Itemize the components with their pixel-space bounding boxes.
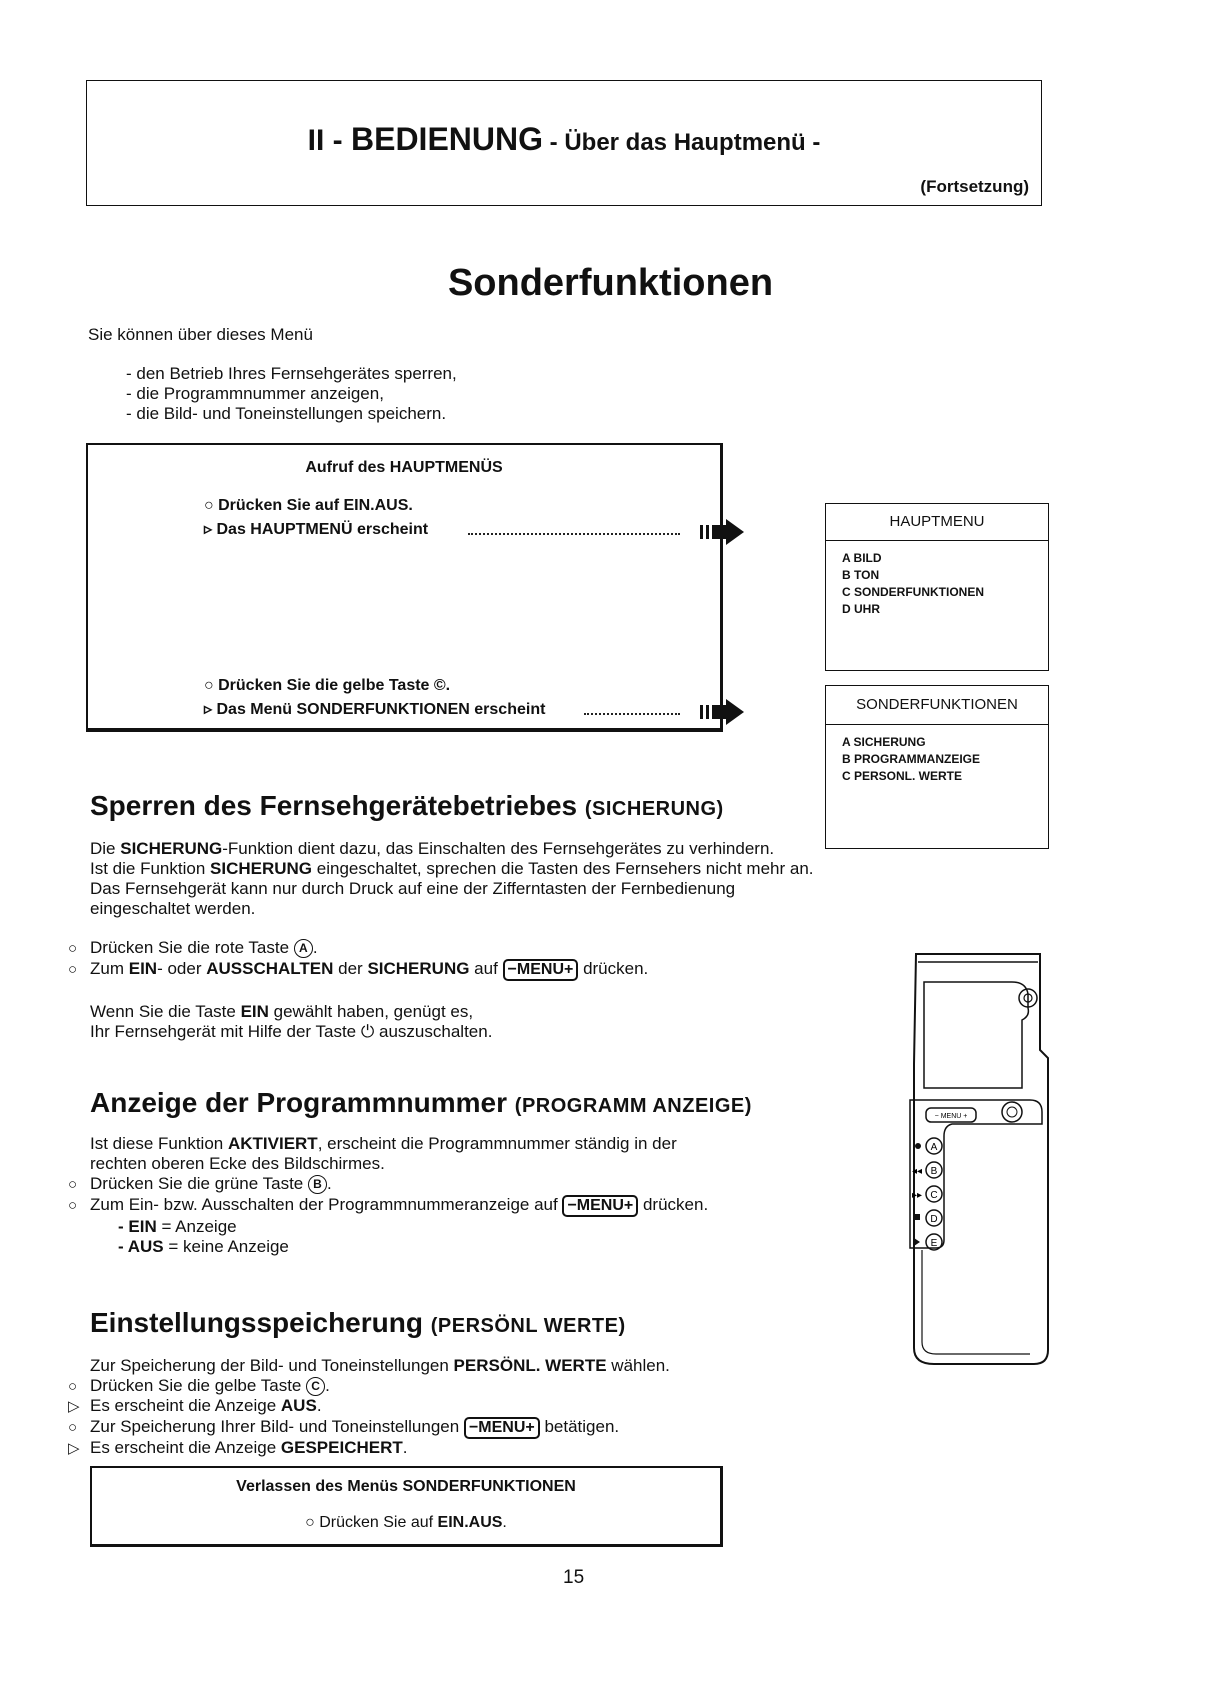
intro-lead: Sie können über dieses Menü bbox=[88, 325, 313, 344]
red-key-icon: A bbox=[294, 939, 313, 958]
section-step: Drücken Sie die gelbe Taste C . bbox=[90, 1376, 330, 1395]
circle-bullet-icon: ○ bbox=[68, 961, 78, 978]
section-step: Zur Speicherung Ihrer Bild- und Toneinstellungen −MENU+ betätigen. bbox=[90, 1417, 619, 1439]
section-body: Die SICHERUNG-Funktion dient dazu, das Einschalten des Fernsehgerätes zu verhindern. Ist die Funktion SICHERUNG eingeschaltet, sprechen die Tasten des Fernsehers nicht mehr an. Das Fernsehgerät kann nur durch Druck auf eine der Zifferntasten der Fernbedienung eingeschaltet werden. bbox=[90, 839, 814, 918]
intro-item: - die Bild- und Toneinstellungen speichern. bbox=[126, 404, 447, 423]
section-body: Ist diese Funktion AKTIVIERT, erscheint die Programmnummer ständig in der rechten oberen Ecke des Bildschirmes. bbox=[90, 1134, 677, 1173]
instruction-step: ○ Drücken Sie die gelbe Taste ©. bbox=[204, 677, 451, 694]
menu-title: HAUPTMENU bbox=[826, 504, 1048, 541]
svg-text:A: A bbox=[930, 1142, 938, 1153]
exit-title: Verlassen des Menüs SONDERFUNKTIONEN bbox=[236, 1478, 576, 1495]
circle-bullet-icon: ○ bbox=[68, 1378, 78, 1395]
menu-item: B TON bbox=[842, 568, 880, 582]
section-heading: Anzeige der Programmnummer (PROGRAMM ANZEIGE) bbox=[90, 1087, 752, 1118]
remote-control-illustration bbox=[900, 950, 1060, 1370]
svg-text:C: C bbox=[930, 1190, 938, 1201]
continuation-label: (Fortsetzung) bbox=[920, 177, 1029, 196]
intro-item: - den Betrieb Ihres Fernsehgerätes sperren, bbox=[126, 364, 457, 383]
exit-box bbox=[90, 1466, 723, 1547]
circle-bullet-icon: ○ bbox=[68, 940, 78, 957]
circle-bullet-icon: ○ bbox=[68, 1176, 78, 1193]
leader-dots bbox=[468, 533, 680, 535]
section-step: Zum EIN- oder AUSSCHALTEN der SICHERUNG auf −MENU+ drücken. bbox=[90, 959, 648, 981]
intro-item: - die Programmnummer anzeigen, bbox=[126, 384, 384, 403]
page-header-title: II - BEDIENUNG - Über das Hauptmenü - bbox=[307, 121, 821, 157]
menu-key-label: − MENU + bbox=[934, 1113, 968, 1120]
svg-text:B: B bbox=[930, 1166, 938, 1177]
section-result: Es erscheint die Anzeige AUS. bbox=[90, 1396, 322, 1415]
yellow-key-icon: C bbox=[306, 1377, 325, 1396]
section-step: Drücken Sie die grüne Taste B . bbox=[90, 1174, 332, 1193]
section-body: Zur Speicherung der Bild- und Toneinstellungen PERSÖNL. WERTE wählen. bbox=[90, 1356, 670, 1375]
circle-bullet-icon: ○ bbox=[204, 677, 219, 694]
arrow-right-icon bbox=[700, 517, 748, 547]
triangle-bullet-icon: ▹ bbox=[204, 521, 217, 538]
option-list: - EIN = Anzeige - AUS = keine Anzeige bbox=[118, 1217, 289, 1256]
triangle-bullet-icon: ▹ bbox=[204, 701, 217, 718]
instruction-result: ▹ Das HAUPTMENÜ erscheint bbox=[204, 521, 429, 538]
svg-text:D: D bbox=[930, 1214, 938, 1225]
circle-bullet-icon: ○ bbox=[204, 497, 219, 514]
instruction-step: ○ Drücken Sie auf EIN.AUS. bbox=[204, 497, 413, 514]
triangle-bullet-icon: ▷ bbox=[68, 1398, 80, 1415]
menu-key-icon: −MENU+ bbox=[562, 1195, 638, 1217]
page-number: 15 bbox=[563, 1567, 585, 1588]
page-title: Sonderfunktionen bbox=[447, 262, 774, 304]
svg-text:◂◂: ◂◂ bbox=[912, 1166, 923, 1177]
menu-item: B PROGRAMMANZEIGE bbox=[842, 752, 980, 766]
instruction-heading: Aufruf des HAUPTMENÜS bbox=[305, 459, 503, 476]
instruction-box bbox=[86, 443, 723, 732]
section-result: Es erscheint die Anzeige GESPEICHERT. bbox=[90, 1438, 408, 1457]
exit-step: ○ Drücken Sie auf EIN.AUS. bbox=[305, 1514, 507, 1531]
menu-key-icon: −MENU+ bbox=[464, 1417, 540, 1439]
sondermenu-screen bbox=[825, 685, 1049, 849]
section-step: Zum Ein- bzw. Ausschalten der Programmnummeranzeige auf −MENU+ drücken. bbox=[90, 1195, 708, 1217]
arrow-right-icon bbox=[700, 697, 748, 727]
leader-dots bbox=[584, 713, 680, 715]
circle-bullet-icon: ○ bbox=[305, 1514, 320, 1531]
instruction-result: ▹ Das Menü SONDERFUNKTIONEN erscheint bbox=[204, 701, 546, 718]
svg-text:▸▸: ▸▸ bbox=[912, 1190, 923, 1201]
header-box bbox=[86, 80, 1042, 206]
section-heading: Einstellungsspeicherung (PERSÖNL WERTE) bbox=[90, 1307, 626, 1338]
menu-title: SONDERFUNKTIONEN bbox=[826, 686, 1048, 725]
hauptmenu-screen bbox=[825, 503, 1049, 671]
circle-bullet-icon: ○ bbox=[68, 1419, 78, 1436]
intro-list bbox=[126, 364, 457, 424]
menu-item: A BILD bbox=[842, 551, 882, 565]
menu-item: D UHR bbox=[842, 602, 880, 616]
green-key-icon: B bbox=[308, 1175, 327, 1194]
circle-bullet-icon: ○ bbox=[68, 1197, 78, 1214]
section-step: Drücken Sie die rote Taste A . bbox=[90, 938, 318, 957]
menu-item: C SONDERFUNKTIONEN bbox=[842, 585, 985, 599]
section-heading: Sperren des Fernsehgerätebetriebes (SICHERUNG) bbox=[90, 790, 724, 821]
section-note: Wenn Sie die Taste EIN gewählt haben, genügt es, Ihr Fernsehgerät mit Hilfe der Taste ⏻ auszuschalten. bbox=[90, 1002, 493, 1041]
triangle-bullet-icon: ▷ bbox=[68, 1440, 80, 1457]
menu-item: C PERSONL. WERTE bbox=[842, 769, 963, 783]
svg-text:E: E bbox=[930, 1238, 938, 1249]
menu-item: A SICHERUNG bbox=[842, 735, 926, 749]
menu-key-icon: −MENU+ bbox=[503, 959, 579, 981]
